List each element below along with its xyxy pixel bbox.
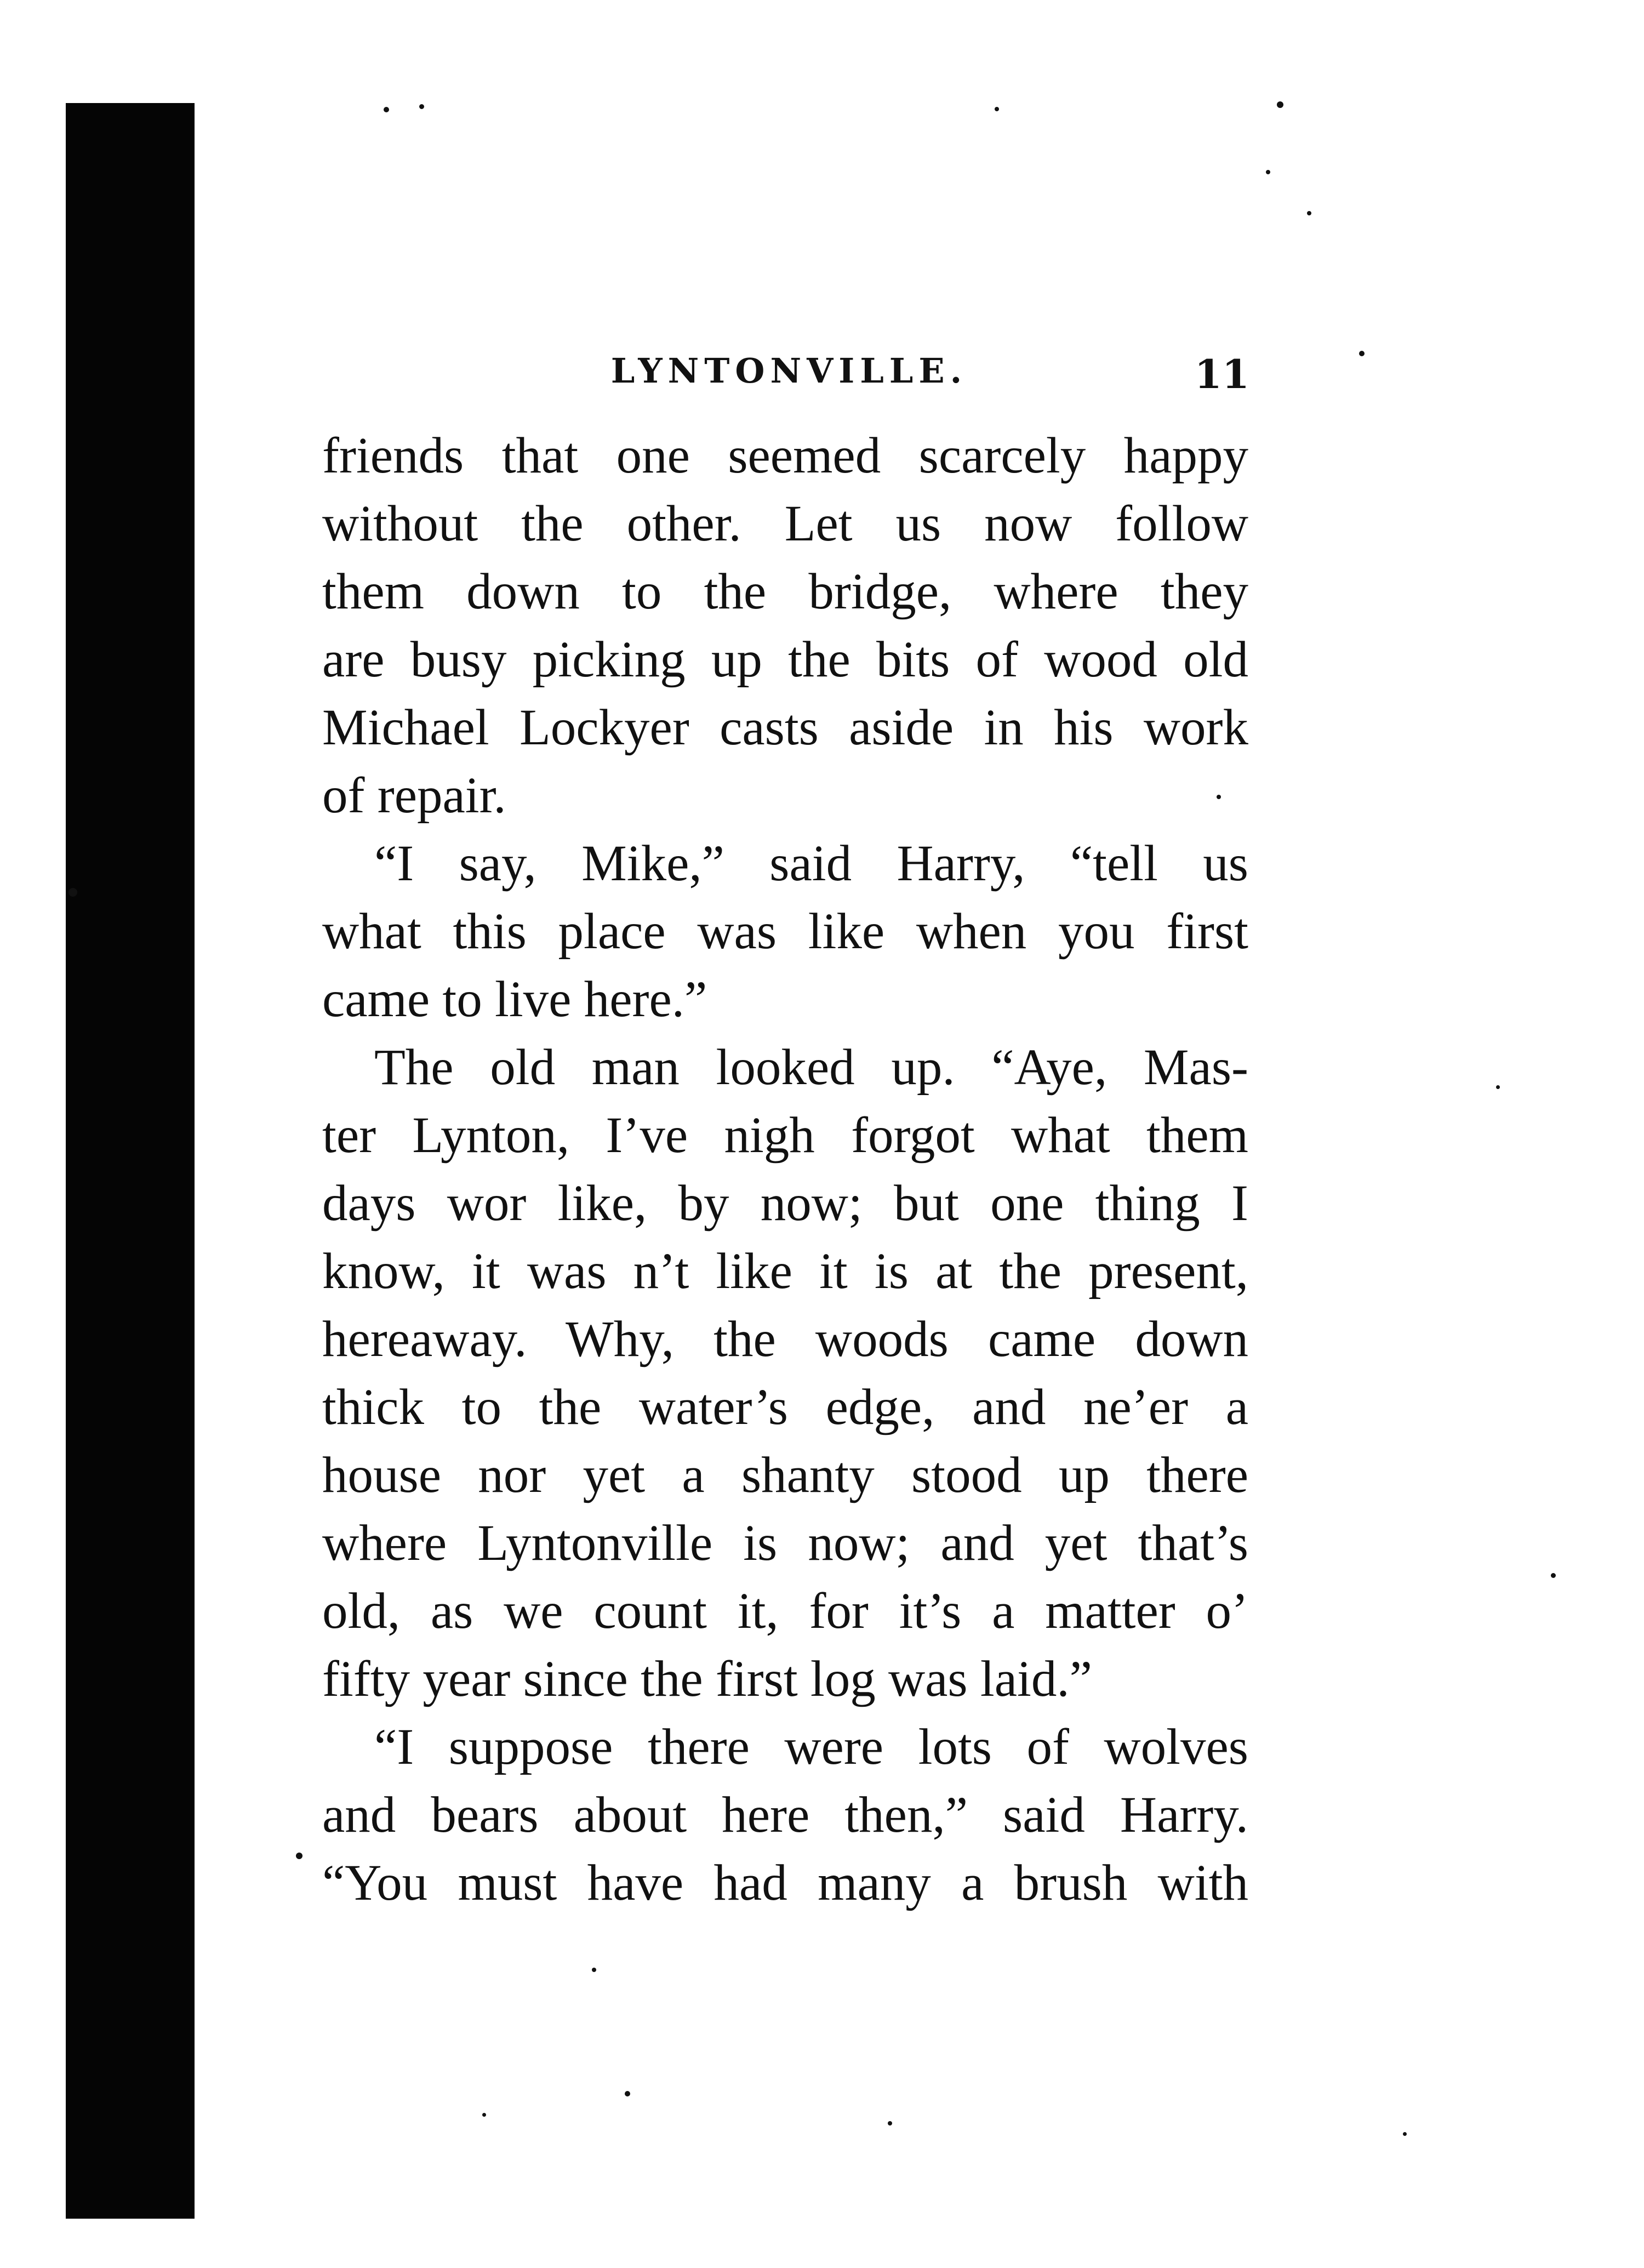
text-line: came to live here.” — [322, 971, 707, 1028]
text-line: house nor yet a shanty stood up there — [322, 1447, 1248, 1503]
scan-speck — [592, 1968, 596, 1972]
text-line: are busy picking up the bits of wood old — [322, 631, 1248, 688]
text-line: know, it was n’t like it is at the present, — [322, 1243, 1248, 1300]
body-text — [322, 422, 1248, 1917]
scan-speck — [625, 2091, 630, 2096]
text-line: “You must have had many a brush with — [322, 1855, 1248, 1911]
scan-speck — [296, 1853, 302, 1859]
text-line: The old man looked up. “Aye, Mas- — [374, 1039, 1248, 1096]
text-line: them down to the bridge, where they — [322, 563, 1248, 620]
scan-speck — [1307, 211, 1311, 215]
text-line: “I say, Mike,” said Harry, “tell us — [374, 835, 1248, 892]
scan-speck — [1266, 170, 1270, 174]
running-head — [329, 351, 1249, 406]
text-line: days wor like, by now; but one thing I — [322, 1175, 1248, 1232]
scan-speck — [1496, 1085, 1500, 1089]
text-line: thick to the water’s edge, and ne’er a — [322, 1379, 1248, 1435]
scan-speck — [68, 888, 77, 897]
text-line: ter Lynton, I’ve nigh forgot what them — [322, 1107, 1248, 1164]
text-line: without the other. Let us now follow — [322, 495, 1248, 552]
text-line: Michael Lockyer casts aside in his work — [322, 699, 1248, 756]
scan-speck — [384, 107, 389, 112]
text-line: old, as we count it, for it’s a matter o’ — [322, 1583, 1248, 1639]
text-line: “I suppose there were lots of wolves — [374, 1719, 1248, 1775]
scan-speck — [1403, 2132, 1407, 2136]
scan-speck — [419, 104, 424, 109]
scan-speck — [1359, 351, 1365, 356]
text-line: of repair. — [322, 767, 506, 824]
text-line: where Lyntonville is now; and yet that’s — [322, 1515, 1248, 1571]
text-line: hereaway. Why, the woods came down — [322, 1311, 1248, 1367]
scan-speck — [482, 2113, 486, 2117]
scan-speck — [1551, 1573, 1556, 1578]
text-line: what this place was like when you first — [322, 903, 1248, 960]
running-title: LYNTONVILLE. — [610, 351, 968, 391]
scan-speck — [995, 107, 999, 111]
page-number: 11 — [1194, 351, 1249, 397]
scan-speck — [1277, 101, 1283, 108]
text-line: friends that one seemed scarcely happy — [322, 428, 1248, 484]
binding-shadow — [66, 103, 195, 2219]
text-line: and bears about here then,” said Harry. — [322, 1787, 1248, 1843]
scan-speck — [888, 2121, 892, 2125]
text-line: fifty year since the first log was laid.” — [322, 1651, 1092, 1707]
